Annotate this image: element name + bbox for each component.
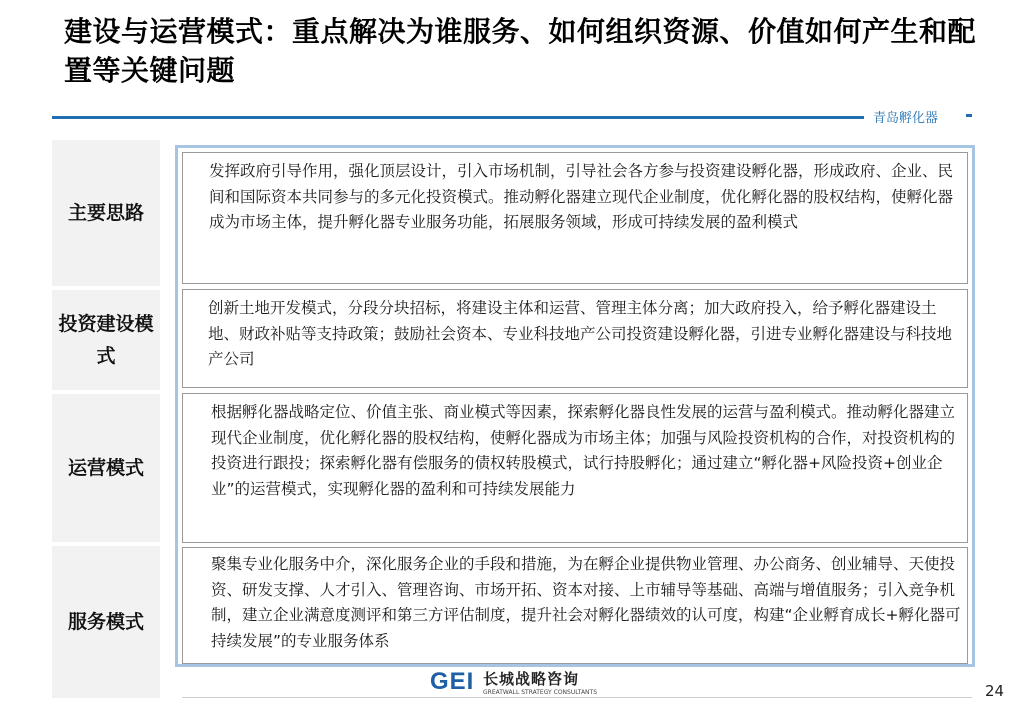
row-label-text: 主要思路: [67, 202, 144, 224]
logo-mark: GEI: [430, 668, 475, 695]
row-content-main-idea: 发挥政府引导作用，强化顶层设计，引入市场机制，引导社会各方参与投资建设孵化器，形成政府、企业、民间和国际资本共同参与的多元化投资模式。推动孵化器建立现代企业制度，优化孵化器的股权结构，使孵化器成为市场主体，提升孵化器专业服务功能，拓展服务领域，形成可持续发展的盈利模式: [182, 152, 968, 284]
row-label-text: 运营模式: [67, 457, 144, 479]
logo-english-name: GREATWALL STRATEGY CONSULTANTS: [483, 689, 598, 696]
page-number: 24: [985, 682, 1005, 700]
row-content-investment-model: 创新土地开发模式，分段分块招标，将建设主体和运营、管理主体分离；加大政府投入，给予孵化器建设土地、财政补贴等支持政策；鼓励社会资本、专业科技地产公司投资建设孵化器，引进专业孵化器建设与科技地产公司: [182, 289, 968, 388]
row-content-service-model: 聚集专业化服务中介，深化服务企业的手段和措施，为在孵企业提供物业管理、办公商务、创业辅导、天使投资、研发支撑、人才引入、管理咨询、市场开拓、资本对接、上市辅导等基础、高端与增值服务；引入竞争机制，建立企业满意度测评和第三方评估制度，提升社会对孵化器绩效的认可度，构建“企业孵育成长+孵化器可持续发展”的专业服务体系: [182, 547, 968, 664]
row-content-operation-model: 根据孵化器战略定位、价值主张、商业模式等因素，探索孵化器良性发展的运营与盈利模式。推动孵化器建立现代企业制度，优化孵化器的股权结构，使孵化器成为市场主体；加强与风险投资机构的合作，对投资机构的投资进行跟投；探索孵化器有偿服务的债权转股模式，试行持股孵化；通过建立“孵化器+风险投资+创业企业”的运营模式，实现孵化器的盈利和可持续发展能力: [182, 393, 968, 543]
logo-chinese-name: 长城战略咨询: [483, 670, 580, 688]
row-label-text: 投资建设模式: [58, 313, 154, 367]
footer-rule: [182, 697, 972, 698]
row-label-operation-model: [52, 394, 160, 542]
row-label-investment-model: [52, 290, 160, 390]
page-title: 建设与运营模式：重点解决为谁服务、如何组织资源、价值如何产生和配置等关键问题: [64, 15, 977, 87]
header-rule: [52, 116, 864, 119]
row-label-service-model: [52, 546, 160, 698]
row-label-text: 服务模式: [67, 611, 144, 633]
row-label-main-idea: [52, 140, 160, 286]
brand-dash: [966, 114, 972, 117]
brand-label: 青岛孵化器: [873, 111, 939, 126]
